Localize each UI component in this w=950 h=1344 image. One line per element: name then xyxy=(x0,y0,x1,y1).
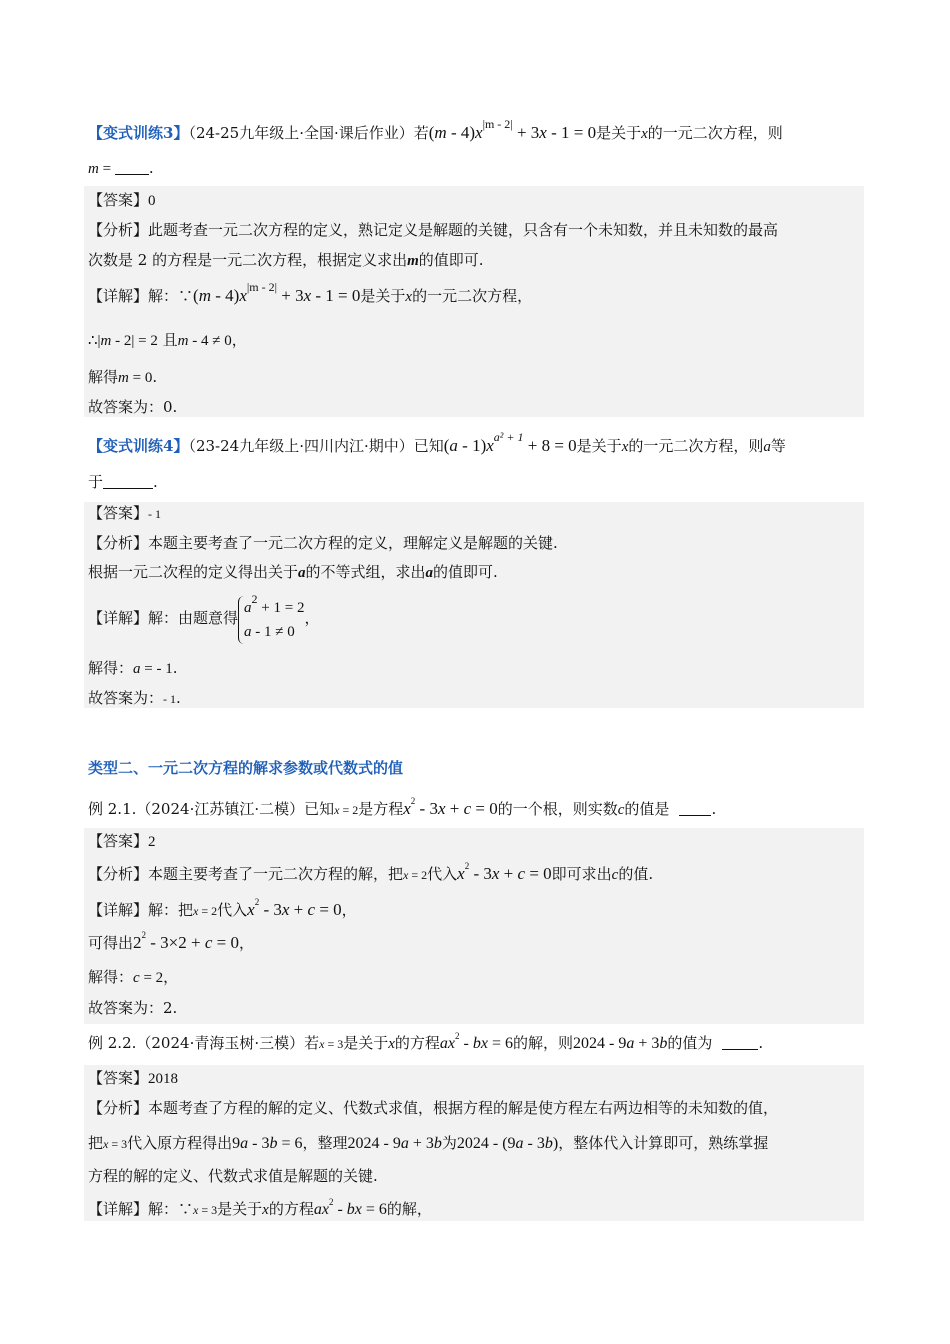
example-2-2-equation: $ax^2$ - bx = 6 xyxy=(439,1030,513,1052)
example-2-2-analysis-line-3: 方程的解的定义、代数式求值是解题的关键. xyxy=(88,1167,378,1185)
example-2-2-statement: 例 2.2.（2024·青海玉树·三模）若x = 3是关于x的方程$ax^2$ - bx = 6的解，则2024 - 9a + 3b的值为 . xyxy=(88,1030,764,1052)
problem-3-detail-line-2: ∴|m - 2| = 2 且m - 4 ≠ 0， xyxy=(88,331,247,349)
problem-3-detail-line-1: 【详解】解：∵(m - $4)x^{|m - 2|} + 3x - 1 = 0$是关于x的一元二次方程， xyxy=(88,280,533,305)
problem-4-final: 故答案为：- 1. xyxy=(88,689,181,707)
problem-3-answer: 【答案】0 xyxy=(88,191,156,209)
problem-4-blank-line: 于 . xyxy=(88,473,158,491)
problem-3-detail-equation: $(m - 4)x^{|m - 2|} + 3x - 1 = 0$ xyxy=(193,280,361,305)
problem-4-label: 【变式训练4】 xyxy=(88,437,189,455)
example-2-1-final: 故答案为：2. xyxy=(88,999,178,1017)
example-2-1-root: x = 2 xyxy=(334,803,359,817)
example-2-2-analysis-line-1: 【分析】本题考查了方程的解的定义、代数式求值，根据方程的解是使方程左右两边相等的未知数的值， xyxy=(88,1099,779,1117)
problem-3-blank-line: m = . xyxy=(88,159,154,177)
example-2-1-equation: $x^2 - 3x + c = 0$ xyxy=(403,796,498,818)
equation-system: $a^2 + 1 = 2$ a - 1 ≠ 0 xyxy=(238,593,304,645)
problem-3-equation: $(m - 4)x^{|m - 2|} + 3x - 1 = 0$ xyxy=(428,117,597,142)
example-2-2-analysis-line-2: 把x = 3代入原方程得出9a - 3b = 6，整理2024 - 9a + 3b为2024 - (9a - 3b)，整体代入计算即可，熟练掌握 xyxy=(88,1134,769,1152)
answer-blank xyxy=(679,801,711,816)
example-2-2-answer: 【答案】2018 xyxy=(88,1069,179,1087)
example-2-1-detail-line-3: 解得：c = 2， xyxy=(88,968,179,986)
example-2-1-analysis: 【分析】本题主要考查了一元二次方程的解，把x = 2代入$x^2 - 3x + c = 0$即可求出c的值. xyxy=(88,861,654,883)
section-heading: 类型二、一元二次方程的解求参数或代数式的值 xyxy=(88,759,404,777)
problem-4-answer: 【答案】- 1 xyxy=(88,504,162,522)
problem-4-detail-line-2: 解得：a = - 1. xyxy=(88,659,178,677)
example-2-2-detail-line-1: 【详解】解：∵x = 3是关于x的方程$ax^2$ - bx = 6的解， xyxy=(88,1196,432,1218)
problem-4-equation: $(a - 1)x^{a^2 + 1} + 8 = 0$ xyxy=(443,430,577,455)
example-2-1-detail-line-1: 【详解】解：把x = 2代入$x^2 - 3x + c = 0$， xyxy=(88,897,357,919)
problem-4-detail-line-1: 【详解】解：由题意得$a^2 + 1 = 2$ a - 1 ≠ 0， xyxy=(88,592,319,645)
problem-4-analysis-line-1: 【分析】本题主要考查了一元二次方程的定义，理解定义是解题的关键. xyxy=(88,534,558,552)
problem-4-statement: 【变式训练4】（23-24九年级上·四川内江·期中）已知$(a - 1)x^{a^2 + 1} + 8 = 0$是关于x的一元二次方程，则a等 xyxy=(88,430,786,455)
problem-3-source: （24-25九年级上·全国·课后作业）若 xyxy=(188,124,429,142)
example-2-1-statement: 例 2.1.（2024·江苏镇江·二模）已知x = 2是方程$x^2 - 3x + c = 0$的一个根，则实数c的值是 . xyxy=(88,796,717,818)
example-2-2-expression: 2024 - 9a + 3b xyxy=(573,1035,668,1052)
answer-blank xyxy=(722,1035,758,1050)
example-2-1-solution-box xyxy=(84,828,864,1024)
problem-3-statement: 【变式训练3】（24-25九年级上·全国·课后作业）若$(m - 4)x^{|m - 2|} + 3x - 1 = 0$是关于x的一元二次方程，则 xyxy=(88,117,783,142)
answer-blank xyxy=(115,160,149,175)
problem-3-final: 故答案为：0. xyxy=(88,398,178,416)
example-2-1-answer: 【答案】2 xyxy=(88,832,156,850)
problem-3-detail-line-3: 解得m = 0. xyxy=(88,368,158,386)
answer-blank xyxy=(103,474,153,489)
problem-4-analysis-line-2: 根据一元二次程的定义得出关于a的不等式组，求出a的值即可. xyxy=(88,563,498,581)
example-2-1-detail-line-2: 可得出$2^2 - 3\times 2 + c = 0$， xyxy=(88,930,255,952)
problem-3-analysis-line-2: 次数是 2 的方程是一元二次方程，根据定义求出m的值即可. xyxy=(88,251,484,269)
problem-3-analysis-line-1: 【分析】此题考查一元二次方程的定义，熟记定义是解题的关键，只含有一个未知数，并且未知数的最高 xyxy=(88,221,779,239)
problem-3-label: 【变式训练3】 xyxy=(88,124,189,142)
